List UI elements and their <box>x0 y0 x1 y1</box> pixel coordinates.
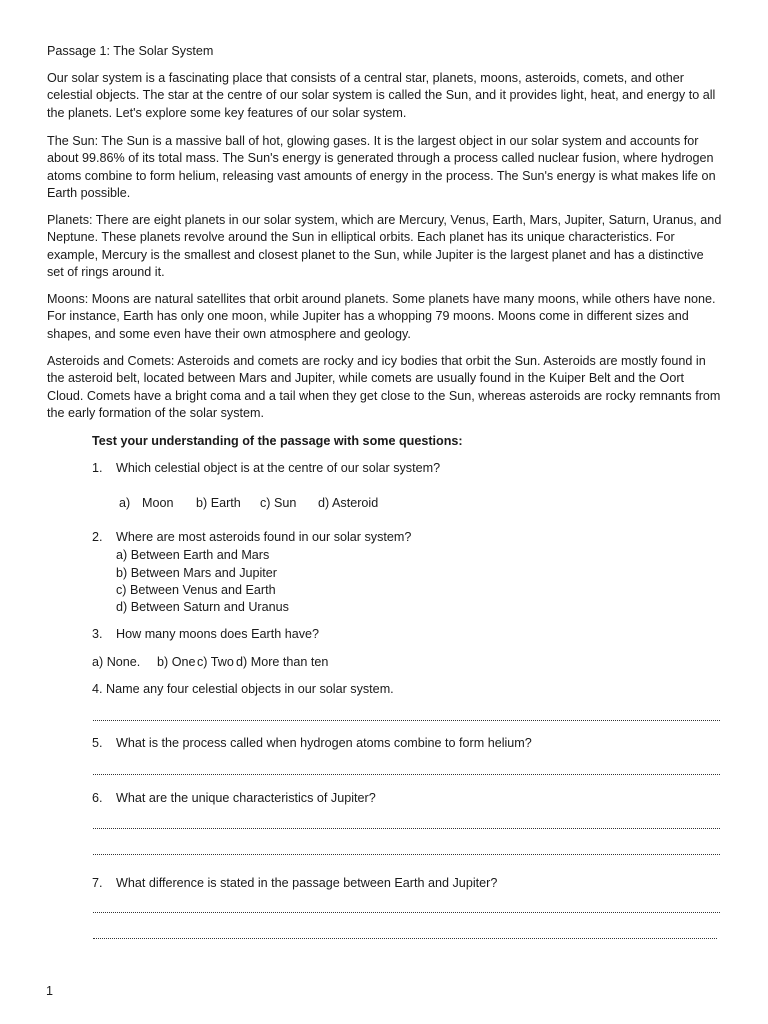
answer-line-q5[interactable] <box>93 768 720 775</box>
question-7 <box>92 875 722 893</box>
question-2-option: c) Between Venus and Earth <box>116 583 276 597</box>
question-2-option: b) Between Mars and Jupiter <box>116 566 278 580</box>
option: b) One <box>157 655 196 669</box>
answer-line-q7-2[interactable] <box>93 932 717 939</box>
passage-paragraph-moons: Moons: Moons are natural satellites that orbit around planets. Some planets have many moons, while others have none. For instance, Earth has only one moon, while Jupiter has a whopping 79 moons. Moons come in different sizes and shapes, and some even have their own atmosphere and geology. <box>47 292 716 341</box>
page-number: 1 <box>46 984 54 998</box>
passage-paragraph-planets: Planets: There are eight planets in our solar system, which are Mercury, Venus, Earth, Mars, Jupiter, Saturn, Uranus, and Neptune. These planets revolve around the Sun in elliptical orbits. Each planet has its unique characteristics. For example, Mercury is the smallest and closest planet to the Sun, while Jupiter is the largest planet and has a distinctive set of rings around it. <box>47 213 722 280</box>
question-text: What is the process called when hydrogen atoms combine to form helium? <box>116 736 532 750</box>
question-text: How many moons does Earth have? <box>116 627 320 641</box>
option: c) Sun <box>260 496 297 510</box>
question-3 <box>92 626 722 644</box>
question-2 <box>92 529 722 547</box>
question-number: 3. <box>92 627 103 641</box>
question-6 <box>92 790 722 808</box>
option: d) Asteroid <box>318 496 379 510</box>
option-label: a) <box>119 496 131 510</box>
question-number: 1. <box>92 461 103 475</box>
question-2-option: d) Between Saturn and Uranus <box>116 600 289 614</box>
passage-paragraph-sun: The Sun: The Sun is a massive ball of hot, glowing gases. It is the largest object in our solar system and accounts for about 99.86% of its total mass. The Sun's energy is generated through a process called nuclear fusion, where hydrogen atoms combine to form helium, releasing vast amounts of energy in the process. The Sun's energy is what makes life on Earth possible. <box>47 134 716 201</box>
question-4: 4. Name any four celestial objects in our solar system. <box>92 682 394 696</box>
answer-line-q4[interactable] <box>93 714 720 721</box>
question-text: What difference is stated in the passage between Earth and Jupiter? <box>116 876 498 890</box>
option: a) None. <box>92 655 141 669</box>
question-number: 7. <box>92 876 103 890</box>
question-number: 5. <box>92 736 103 750</box>
option: c) Two <box>197 655 234 669</box>
question-text: Which celestial object is at the centre of our solar system? <box>116 461 441 475</box>
question-1 <box>92 460 722 478</box>
option: d) More than ten <box>236 655 329 669</box>
option: Moon <box>142 496 174 510</box>
passage-paragraph-intro: Our solar system is a fascinating place that consists of a central star, planets, moons, asteroids, comets, and other celestial objects. The star at the centre of our solar system is called the Sun, and it provides light, heat, and energy to all the planets. Let's explore some key features of our solar system. <box>47 71 716 120</box>
question-3-options <box>92 654 328 671</box>
question-2-option: a) Between Earth and Mars <box>116 548 270 562</box>
answer-line-q7-1[interactable] <box>93 906 720 913</box>
passage-paragraph-asteroids-comets: Asteroids and Comets: Asteroids and comets are rocky and icy bodies that orbit the Sun. Asteroids are mostly found in the asteroid belt, located between Mars and Jupiter, while comets are usually found in the Kuiper Belt and the Oort Cloud. Comets have a bright coma and a tail when they get close to the Sun, whereas asteroids are rocky remnants from the early formation of the solar system. <box>47 354 721 421</box>
questions-heading: Test your understanding of the passage with some questions: <box>92 434 463 448</box>
question-number: 6. <box>92 791 103 805</box>
passage-title: Passage 1: The Solar System <box>47 44 214 58</box>
answer-line-q6-2[interactable] <box>93 848 720 855</box>
question-text: Where are most asteroids found in our solar system? <box>116 530 412 544</box>
question-number: 2. <box>92 530 103 544</box>
option: b) Earth <box>196 496 241 510</box>
question-text: What are the unique characteristics of Jupiter? <box>116 791 376 805</box>
question-5 <box>92 735 722 753</box>
question-1-options <box>119 495 378 512</box>
answer-line-q6-1[interactable] <box>93 822 720 829</box>
